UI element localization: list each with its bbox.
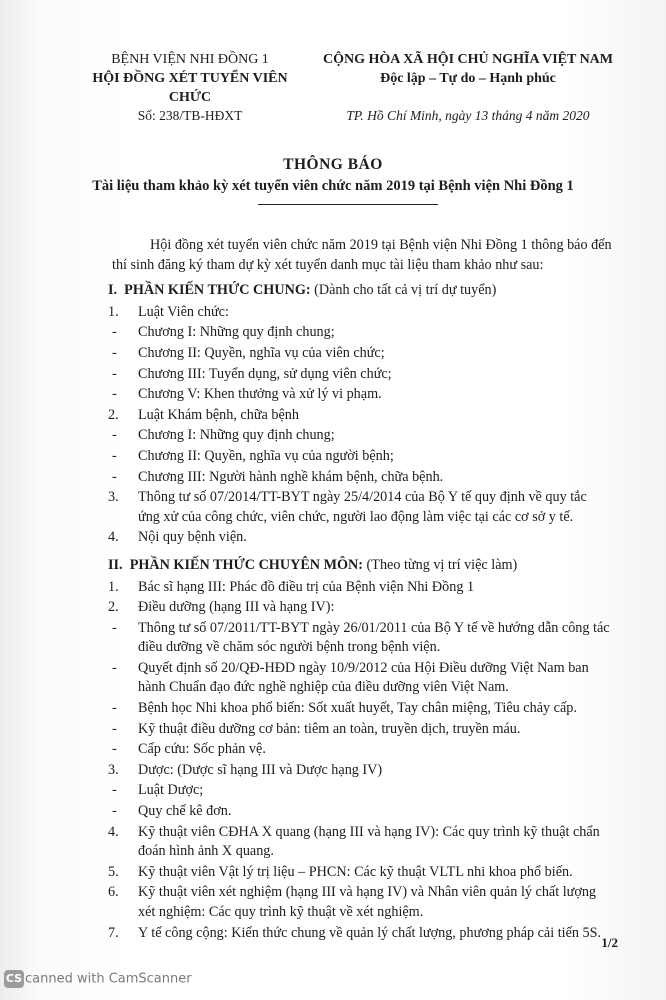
item-text: Chương II: Quyền, nghĩa vụ của người bệnh;: [138, 447, 394, 464]
watermark-text: canned with CamScanner: [25, 971, 192, 987]
title-divider: [258, 204, 438, 205]
item-text: Dược: (Dược sĩ hạng III và Dược hạng IV): [138, 761, 383, 778]
item-text: Kỹ thuật viên xét nghiệm (hạng III và hạng IV) và Nhân viên quản lý chất lượng xét nghiệm: Các quy trình kỹ thuật về xét nghiệm.: [138, 884, 597, 920]
numbered-item: [108, 578, 612, 598]
bullet-item: [112, 619, 612, 658]
item-number: 3.: [108, 489, 119, 506]
item-text: Luật Dược;: [138, 782, 204, 799]
bullet-item: [112, 385, 612, 405]
bullet-dash: -: [112, 619, 117, 636]
bullet-dash: -: [112, 803, 117, 820]
item-text: Luật Viên chức:: [138, 303, 229, 320]
document-body: [108, 236, 612, 944]
bullet-item: [112, 699, 612, 719]
national-header: [318, 50, 618, 88]
document-date: TP. Hồ Chí Minh, ngày 13 tháng 4 năm 2020: [346, 108, 590, 123]
camscanner-logo-icon: CS: [4, 970, 24, 988]
item-text: Chương II: Quyền, nghĩa vụ của viên chức;: [138, 344, 385, 361]
bullet-item: [112, 447, 612, 467]
item-number: 2.: [108, 599, 119, 616]
item-text: Kỹ thuật viên CĐHA X quang (hạng III và hạng IV): Các quy trình kỹ thuật chẩn đoán hình ảnh X quang.: [138, 823, 600, 860]
bullet-dash: -: [112, 659, 117, 676]
bullet-item: [112, 802, 612, 822]
bullet-item: [112, 344, 612, 364]
bullet-item: [112, 740, 612, 760]
numbered-item: [108, 863, 612, 883]
item-number: 3.: [108, 761, 119, 778]
item-text: Bệnh học Nhi khoa phổ biến: Sốt xuất huyết, Tay chân miệng, Tiêu chảy cấp.: [138, 700, 577, 717]
item-text: Thông tư số 07/2011/TT-BYT ngày 26/01/2011 của Bộ Y tế về hướng dẫn công tác điều dưỡng về chăm sóc người bệnh trong bệnh viện.: [138, 619, 610, 656]
item-number: 7.: [108, 924, 119, 941]
numbered-item: [108, 528, 612, 548]
item-text: Điều dưỡng (hạng III và hạng IV):: [138, 599, 335, 616]
bullet-dash: -: [112, 700, 117, 717]
document-number: Số: 238/TB-HĐXT: [137, 108, 243, 123]
item-number: 1.: [108, 303, 119, 320]
item-number: 2.: [108, 406, 119, 423]
section-heading-specialized: II. PHẦN KIẾN THỨC CHUYÊN MÔN: (Theo từng vị trí việc làm): [108, 556, 518, 573]
item-text: Thông tư số 07/2014/TT-BYT ngày 25/4/2014 của Bộ Y tế quy định về quy tắc ứng xử của công chức, viên chức, người lao động làm việc tại các cơ sở y tế.: [138, 489, 587, 525]
numbered-item: [108, 924, 612, 944]
item-number: 1.: [108, 578, 119, 595]
bullet-dash: -: [112, 468, 117, 485]
numbered-item: [108, 488, 612, 527]
numbered-item: [108, 883, 612, 922]
bullet-dash: -: [112, 782, 117, 799]
item-text: Kỹ thuật viên Vật lý trị liệu – PHCN: Các kỹ thuật VLTL nhi khoa phổ biến.: [138, 863, 573, 880]
bullet-dash: -: [112, 324, 117, 341]
item-text: Quyết định số 20/QĐ-HĐD ngày 10/9/2012 của Hội Điều dưỡng Việt Nam ban hành Chuẩn đạo đức nghề nghiệp của điều dưỡng viên Việt Nam.: [138, 659, 589, 696]
document-subtitle: Tài liệu tham khảo kỳ xét tuyển viên chức năm 2019 tại Bệnh viện Nhi Đồng 1: [92, 178, 574, 194]
organization-header: [70, 50, 310, 107]
item-text: Bác sĩ hạng III: Phác đồ điều trị của Bệnh viện Nhi Đồng 1: [138, 578, 475, 595]
national-motto: Độc lập – Tự do – Hạnh phúc: [380, 71, 556, 86]
section-general-list: [108, 303, 612, 548]
bullet-dash: -: [112, 720, 117, 737]
item-text: Y tế công cộng: Kiến thức chung về quản lý chất lượng, phương pháp cải tiến 5S.: [138, 924, 602, 941]
section-specialized-list: [108, 578, 612, 944]
item-number: 4.: [108, 529, 119, 546]
item-text: Quy chế kê đơn.: [138, 803, 232, 820]
bullet-dash: -: [112, 427, 117, 444]
numbered-item: [108, 761, 612, 781]
numbered-item: [108, 303, 612, 323]
item-number: 4.: [108, 823, 119, 840]
page-number: 1/2: [601, 935, 618, 950]
numbered-item: [108, 823, 612, 862]
bullet-dash: -: [112, 365, 117, 382]
nation-name: CỘNG HÒA XÃ HỘI CHỦ NGHĨA VIỆT NAM: [322, 52, 613, 67]
hospital-name: BỆNH VIỆN NHI ĐỒNG 1: [111, 52, 269, 67]
bullet-dash: -: [112, 447, 117, 464]
item-text: Cấp cứu: Sốc phản vệ.: [138, 741, 266, 758]
bullet-item: [112, 426, 612, 446]
item-text: Chương III: Người hành nghề khám bệnh, chữa bệnh.: [138, 468, 444, 485]
item-text: Chương I: Những quy định chung;: [138, 324, 335, 341]
bullet-item: [112, 365, 612, 385]
bullet-dash: -: [112, 344, 117, 361]
intro-paragraph: Hội đồng xét tuyển viên chức năm 2019 tại Bệnh viện Nhi Đồng 1 thông báo đến thí sinh đăng ký tham dự kỳ xét tuyển danh mục tài liệu tham khảo như sau:: [112, 237, 612, 273]
item-text: Luật Khám bệnh, chữa bệnh: [138, 406, 299, 423]
camscanner-watermark: [4, 970, 192, 988]
numbered-item: [108, 406, 612, 426]
numbered-item: [108, 598, 612, 618]
bullet-item: [112, 781, 612, 801]
bullet-dash: -: [112, 741, 117, 758]
bullet-item: [112, 468, 612, 488]
bullet-item: [112, 323, 612, 343]
item-text: Chương V: Khen thưởng và xử lý vi phạm.: [138, 386, 382, 403]
document-title: THÔNG BÁO: [283, 156, 383, 173]
bullet-dash: -: [112, 386, 117, 403]
item-number: 6.: [108, 884, 119, 901]
item-number: 5.: [108, 863, 119, 880]
item-text: Nội quy bệnh viện.: [138, 529, 247, 546]
bullet-item: [112, 720, 612, 740]
section-heading-general: I. PHẦN KIẾN THỨC CHUNG: (Dành cho tất cả vị trí dự tuyển): [108, 282, 497, 299]
item-text: Chương I: Những quy định chung;: [138, 427, 335, 444]
bullet-item: [112, 659, 612, 698]
item-text: Kỹ thuật điều dưỡng cơ bản: tiêm an toàn, truyền dịch, truyền máu.: [138, 720, 521, 737]
item-text: Chương III: Tuyển dụng, sử dụng viên chức;: [138, 365, 392, 382]
council-name: HỘI ĐỒNG XÉT TUYỂN VIÊN CHỨC: [92, 71, 288, 105]
